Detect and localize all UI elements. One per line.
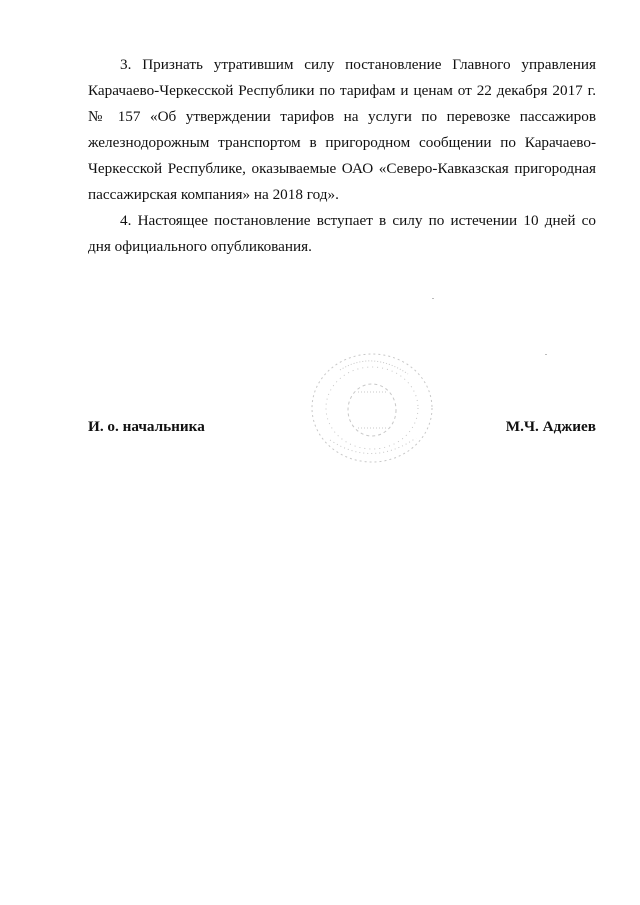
faded-seal-icon [300,340,450,470]
signature-block [88,418,596,442]
signatory-title: И. о. начальника [88,418,205,435]
scan-speck [545,354,547,355]
paragraph-3: 3. Признать утратившим силу постановление Главного управления Карачаево-Черкесской Республики по тарифам и ценам от 22 декабря 2017 г. № 157 «Об утверждении тарифов на услуги по перевозке пассажиров железнодорожным транспортом в пригородном сообщении по Карачаево-Черкесской Республике, оказываемые ОАО «Северо-Кавказская пригородная пассажирская компания» на 2018 год». [88,56,596,203]
scan-speck [432,298,434,299]
signatory-name: М.Ч. Аджиев [505,418,596,435]
document-body [88,52,596,260]
paragraph-4: 4. Настоящее постановление вступает в силу по истечении 10 дней со дня официального опубликования. [88,212,596,255]
